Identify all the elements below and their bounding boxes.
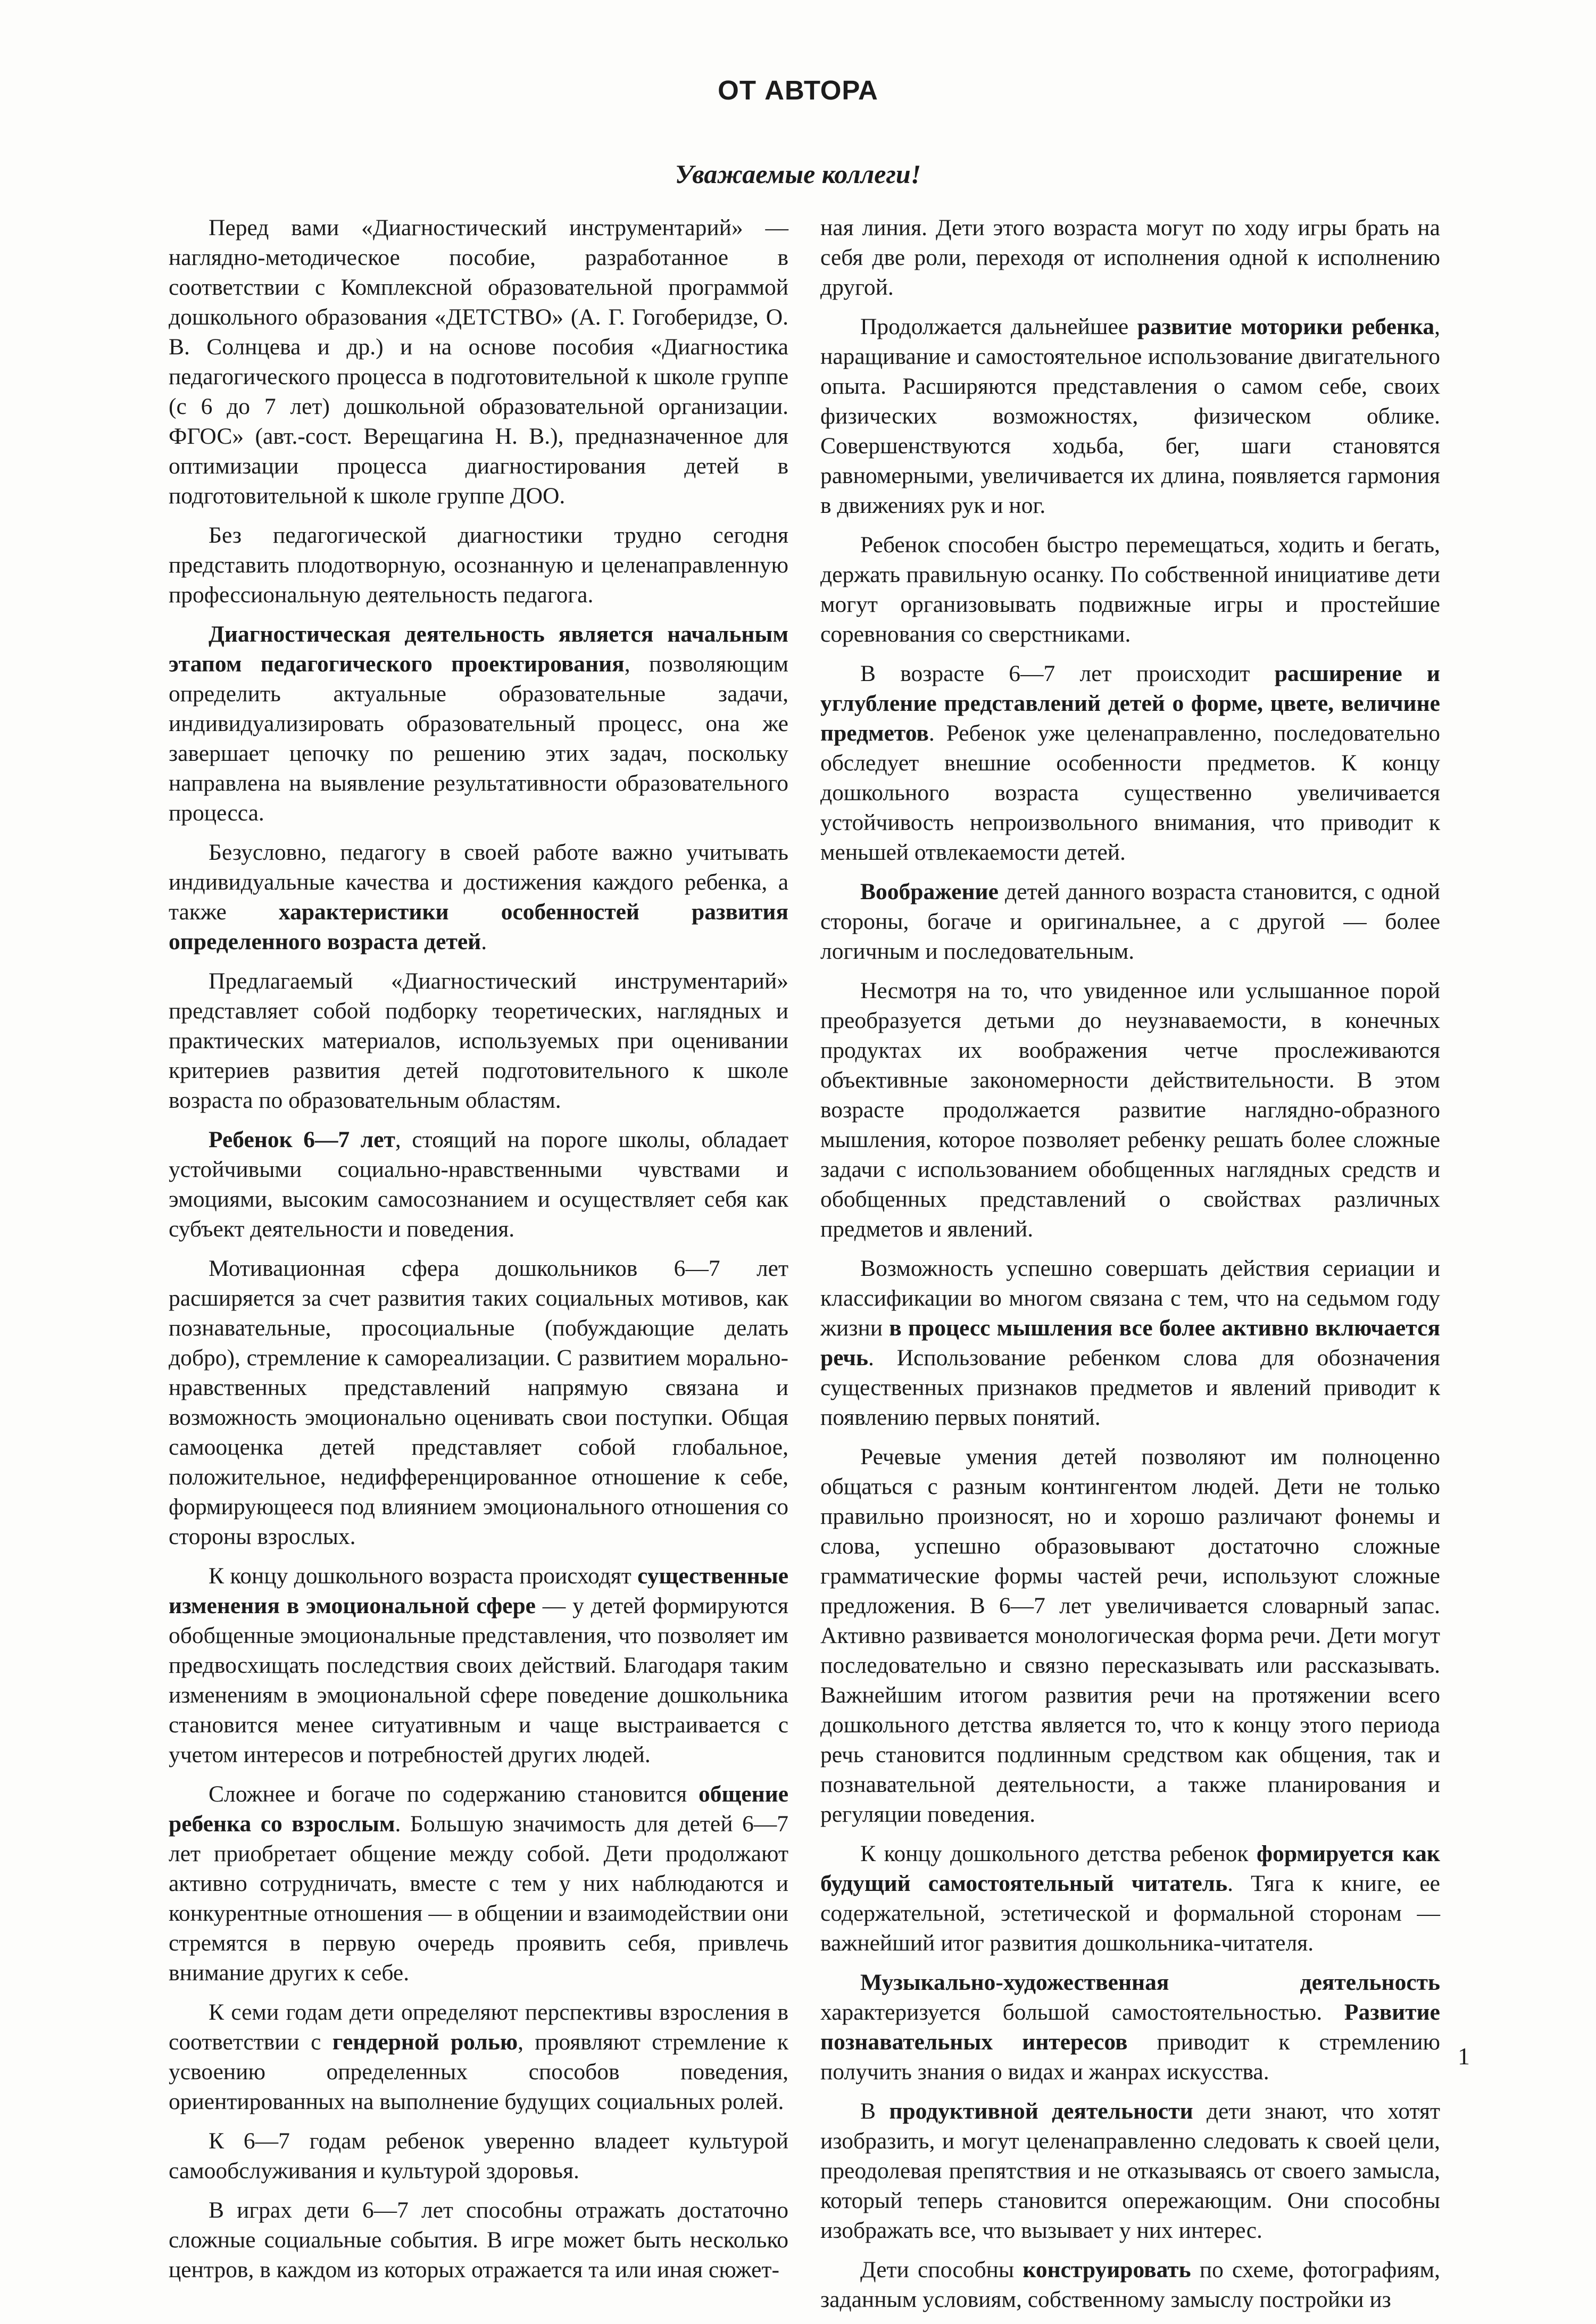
bold-term: Музыкально-художественная деятельность — [860, 1970, 1440, 1995]
paragraph — [169, 1254, 788, 1551]
bold-term: формируется как будущий самостоятельный читатель — [820, 1841, 1440, 1896]
paragraph — [820, 312, 1440, 520]
text-run: К 6—7 годам ребенок уверенно владеет культурой самообслуживания и культурой здоровья. — [169, 2128, 788, 2184]
paragraph — [169, 2195, 788, 2285]
text-run: . Ребенок уже целенаправленно, последовательно обследует внешние особенности предметов. К концу дошкольного возраста существенно увеличивается устойчивость непроизвольного внимания, что приводит к меньшей отвлекаемости детей. — [820, 720, 1440, 865]
text-run: В — [860, 2098, 890, 2124]
text-run: Возможность успешно совершать действия сериации и классификации во многом связана с тем, что на седьмом году жизни — [820, 1256, 1440, 1341]
text-run: К семи годам дети определяют перспективы взросления в соответствии с — [169, 1999, 788, 2055]
paragraph — [820, 659, 1440, 867]
text-run: по схеме, фотографиям, заданным условиям, собственному замыслу постройки из — [820, 2257, 1440, 2312]
bold-term: характеристики особенностей развития определенного возраста детей — [169, 899, 788, 954]
bold-term: развитие моторики ребенка — [1137, 314, 1435, 339]
text-run: . Использование ребенком слова для обозначения существенных признаков предметов и явлений приводит к появлению первых понятий. — [820, 1345, 1440, 1430]
text-run: Без педагогической диагностики трудно сегодня представить плодотворную, осознанную и целенаправленную профессиональную деятельность педагога. — [169, 522, 788, 608]
text-run: ная линия. Дети этого возраста могут по ходу игры брать на себя две роли, переходя от исполнения одной к исполнению другой. — [820, 215, 1440, 300]
text-run: Предлагаемый «Диагностический инструментарий» представляет собой подборку теоретических, наглядных и практических материалов, используемых при оценивании критериев развития детей подготовительного к школе возраста по образовательным областям. — [169, 968, 788, 1113]
text-run: . Большую значимость для детей 6—7 лет приобретает общение между собой. Дети продолжают активно сотрудничать, вместе с тем у них наблюдаются и конкурентные отношения — в общении и взаимодействии они стремятся в первую очередь проявить себя, привлечь внимание других к себе. — [169, 1811, 788, 1986]
paragraph — [820, 976, 1440, 1244]
text-run: В играх дети 6—7 лет способны отражать достаточно сложные социальные события. В игре может быть несколько центров, в каждом из которых отражается та или иная сюжет- — [169, 2197, 788, 2282]
paragraph — [169, 837, 788, 957]
right-text-column — [820, 213, 1440, 2324]
paragraph — [820, 2096, 1440, 2245]
text-run: . Тяга к книге, ее содержательной, эстетической и формальной сторонам — важнейший итог развития дошкольника-читателя. — [820, 1871, 1440, 1956]
paragraph — [820, 1968, 1440, 2087]
text-run: К концу дошкольного детства ребенок — [860, 1841, 1257, 1866]
text-run: , наращивание и самостоятельное использование двигательного опыта. Расширяются представления о самом себе, своих физических возможностях, физическом облике. Совершенствуются ходьба, бег, шаги становятся равномерными, увеличивается их длина, появляется гармония в движениях рук и ног. — [820, 314, 1440, 518]
paragraph — [169, 213, 788, 511]
bold-term: Воображение — [860, 879, 999, 904]
paragraph — [169, 1997, 788, 2116]
bold-term: общение ребенка со взрослым — [169, 1781, 788, 1837]
text-run: детей данного возраста становится, с одной стороны, богаче и оригинальнее, а с другой — более логичным и последовательным. — [820, 879, 1440, 964]
paragraph — [820, 1442, 1440, 1829]
text-run: Ребенок способен быстро перемещаться, ходить и бегать, держать правильную осанку. По собственной инициативе дети могут организовывать подвижные игры и простейшие соревнования со сверстниками. — [820, 532, 1440, 647]
bold-term: продуктивной деятельности — [889, 2098, 1193, 2124]
text-run: Перед вами «Диагностический инструментарий» — наглядно-методическое пособие, разработанное в соответствии с Комплексной образовательной программой дошкольного образования «ДЕТСТВО» (А. Г. Гогоберидзе, О. В. Солнцева и др.) и на основе пособия «Диагностика педагогического процесса в подготовительной к школе группе (с 6 до 7 лет) дошкольной образовательной организации. ФГОС» (авт.-сост. Верещагина Н. В.), предназначенное для оптимизации процесса диагностирования детей в подготовительной к школе группе ДОО. — [169, 215, 788, 509]
text-run: дети знают, что хотят изобразить, и могут целенаправленно следовать к своей цели, преодолевая препятствия и не отказываясь от своего замысла, который теперь становится опережающим. Они способны изображать все, что вызывает у них интерес. — [820, 2098, 1441, 2243]
text-run: К концу дошкольного возраста происходят — [209, 1563, 638, 1589]
page-title: ОТ АВТОРА — [718, 75, 878, 105]
bold-term: существенные изменения в эмоциональной сфере — [169, 1563, 788, 1618]
bold-term: в процесс мышления все более активно включается речь — [820, 1315, 1441, 1371]
text-run: . — [481, 929, 487, 954]
paragraph — [820, 1254, 1440, 1432]
text-run: характеризуется большой самостоятельностью. — [820, 1999, 1344, 2025]
bold-term: конструировать — [1023, 2257, 1191, 2282]
paragraph — [169, 520, 788, 610]
text-run: Дети способны — [860, 2257, 1023, 2282]
paragraph — [169, 2126, 788, 2186]
text-run: Несмотря на то, что увиденное или услышанное порой преобразуется детьми до неузнаваемости, в конечных продуктах их воображения четче прослеживаются объективные закономерности действительности. В этом возрасте продолжается развитие наглядно-образного мышления, которое позволяет ребенку решать более сложные задачи с использованием обобщенных наглядных средств и обобщенных представлений о свойствах различных предметов и явлений. — [820, 978, 1440, 1242]
paragraph — [169, 1561, 788, 1770]
paragraph — [820, 530, 1440, 649]
text-run: приводит к стремлению получить знания о видах и жанрах искусства. — [820, 2029, 1440, 2085]
paragraph — [169, 966, 788, 1115]
text-run: Речевые умения детей позволяют им полноценно общаться с разным контингентом людей. Дети не только правильно произносят, но и хорошо различают фонемы и слова, успешно образовывают достаточно сложные грамматические формы частей речи, используют сложные предложения. В 6—7 лет увеличивается словарный запас. Активно развивается монологическая форма речи. Дети могут последовательно и связно пересказывать или рассказывать. Важнейшим итогом развития речи на протяжении всего дошкольного детства является то, что к концу этого периода речь становится подлинным средством как общения, так и познавательной деятельности, а также планирования и регуляции поведения. — [820, 1444, 1440, 1827]
text-run: Сложнее и богаче по содержанию становится — [209, 1781, 699, 1807]
paragraph — [820, 877, 1440, 966]
paragraph — [820, 1839, 1440, 1958]
bold-term: Развитие познавательных интересов — [820, 1999, 1440, 2055]
page-subtitle: Уважаемые коллеги! — [675, 159, 921, 189]
text-run: , позволяющим определить актуальные образовательные задачи, индивидуализировать образовательный процесс, она же завершает цепочку по решению этих задач, поскольку направлена на выявление результативности образовательного процесса. — [169, 651, 789, 826]
text-run: В возрасте 6—7 лет происходит — [860, 661, 1275, 686]
bold-term: расширение и углубление представлений детей о форме, цвете, величине предметов — [820, 661, 1440, 746]
left-text-column — [169, 213, 788, 2294]
bold-term: Диагностическая деятельность является начальным этапом педагогического проектирования — [169, 621, 788, 677]
text-run: , стоящий на пороге школы, обладает устойчивыми социально-нравственными чувствами и эмоциями, высоким самосознанием и осуществляет себя как субъект деятельности и поведения. — [169, 1127, 788, 1242]
bold-term: Ребенок 6—7 лет — [209, 1127, 395, 1152]
text-run: , проявляют стремление к усвоению определенных способов поведения, ориентированных на выполнение будущих социальных ролей. — [169, 2029, 788, 2114]
text-run: Безусловно, педагогу в своей работе важно учитывать индивидуальные качества и достижения каждого ребенка, а также — [169, 840, 788, 925]
paragraph — [820, 2255, 1440, 2314]
paragraph — [169, 619, 788, 828]
paragraph — [820, 213, 1440, 302]
text-run: Продолжается дальнейшее — [860, 314, 1137, 339]
bold-term: гендерной ролью — [332, 2029, 518, 2055]
paragraph — [169, 1779, 788, 1988]
page-number: 1 — [1458, 2043, 1470, 2070]
paragraph — [169, 1125, 788, 1244]
text-run: — у детей формируются обобщенные эмоциональные представления, что позволяет им предвосхищать последствия своих действий. Благодаря таким изменениям в эмоциональной сфере поведение дошкольника становится менее ситуативным и чаще выстраивается с учетом интересов и потребностей других людей. — [169, 1593, 789, 1767]
text-run: Мотивационная сфера дошкольников 6—7 лет расширяется за счет развития таких социальных мотивов, как познавательные, просоциальные (побуждающие делать добро), стремление к самореализации. С развитием морально-нравственных представлений напрямую связана и возможность эмоционально оценивать свои поступки. Общая самооценка детей представляет собой глобальное, положительное, недифференцированное отношение к себе, формирующееся под влиянием эмоционального отношения со стороны взрослых. — [169, 1256, 788, 1549]
